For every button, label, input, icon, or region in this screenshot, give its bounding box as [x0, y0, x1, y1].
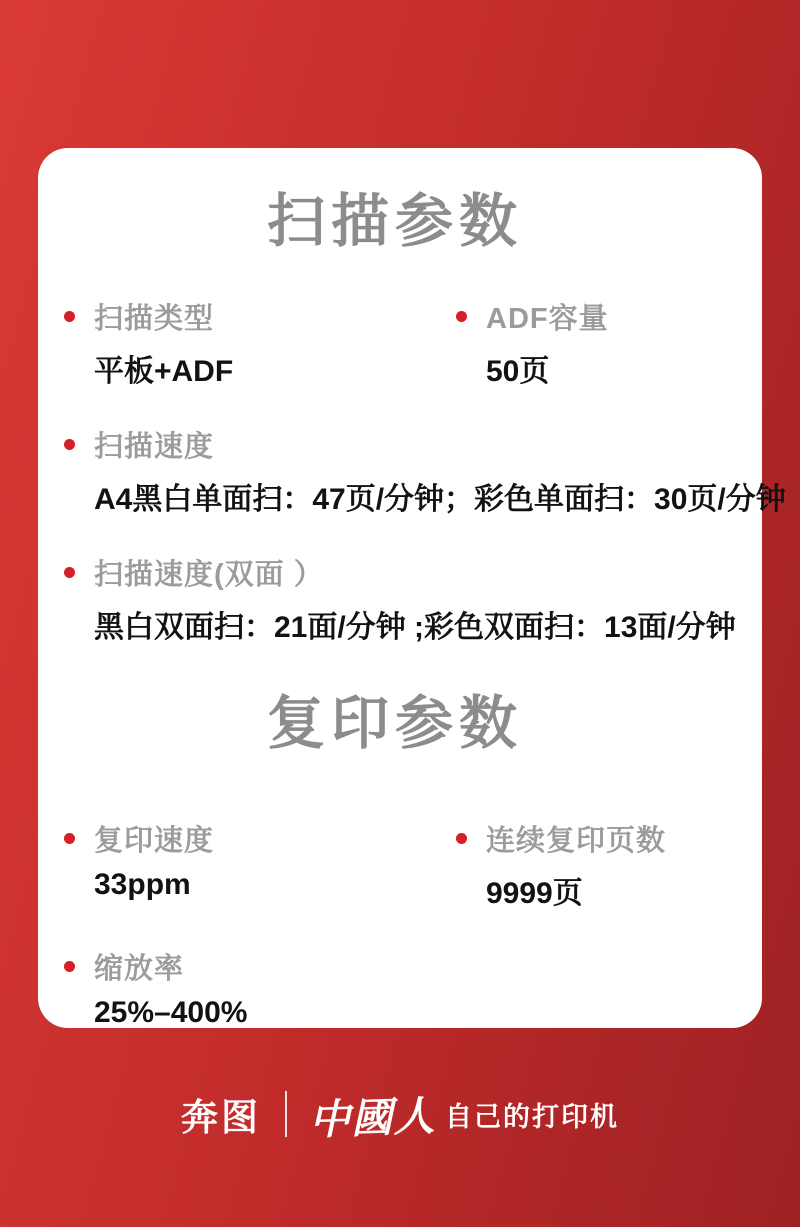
spec-item-copy-speed: [38, 818, 430, 912]
spec-label-line: [38, 296, 430, 337]
bullet-icon: [456, 833, 467, 844]
spec-label-line: [38, 818, 430, 859]
bullet-icon: [64, 439, 75, 450]
spec-row-scan-speed-duplex: [38, 552, 752, 646]
spec-label: 缩放率: [94, 953, 185, 985]
spec-label-line: [38, 552, 752, 593]
spec-value: 9999页: [486, 877, 583, 910]
spec-label: 复印速度: [94, 825, 215, 857]
spec-value: 50页: [486, 355, 550, 388]
spec-item-continuous-copy-pages: [430, 818, 752, 912]
spec-item-zoom-ratio: [38, 946, 752, 1030]
spec-label-line: [430, 818, 752, 859]
slogan-script-text: 中國人: [308, 1092, 436, 1143]
slogan-text: 自己的打印机: [445, 1101, 619, 1132]
bullet-icon: [456, 311, 467, 322]
spec-label-line: [430, 296, 752, 337]
spec-item-scan-type: [38, 296, 430, 390]
spec-label: ADF容量: [486, 303, 609, 335]
bullet-icon: [64, 833, 75, 844]
spec-row-scan-speed: [38, 424, 786, 518]
spec-item-adf-capacity: [430, 296, 752, 390]
spec-row-zoom-ratio: [38, 946, 752, 1030]
spec-value: 平板+ADF: [94, 355, 234, 388]
spec-value: 33ppm: [94, 868, 191, 901]
spec-item-scan-speed: [38, 424, 786, 518]
spec-row-scan-type-adf: [38, 296, 752, 390]
pantum-logo: 奔图: [181, 1097, 261, 1138]
brand-footer: [0, 1082, 800, 1146]
copy-spec-rows: [38, 818, 752, 1030]
bullet-icon: [64, 961, 75, 972]
spec-label-line: [38, 424, 752, 465]
bullet-icon: [64, 567, 75, 578]
spec-label: 扫描速度(双面 ）: [94, 559, 324, 591]
section-title-copy: 复印参数: [266, 691, 523, 756]
section-title-scan: 扫描参数: [266, 189, 523, 254]
spec-value: 黑白双面扫：21面/分钟 ;彩色双面扫：13面/分钟: [94, 611, 736, 644]
spec-label: 扫描类型: [94, 303, 215, 335]
spec-card: [38, 148, 786, 1029]
scan-spec-rows: [38, 296, 786, 646]
spec-label-line: [38, 946, 752, 987]
spec-label: 扫描速度: [94, 431, 215, 463]
spec-label: 连续复印页数: [486, 825, 667, 857]
spec-item-scan-speed-duplex: [38, 552, 752, 646]
divider: [285, 1091, 287, 1137]
bullet-icon: [64, 311, 75, 322]
spec-value: A4黑白单面扫：47页/分钟；彩色单面扫：30页/分钟: [94, 483, 786, 516]
spec-value: 25%–400%: [94, 996, 248, 1029]
spec-row-copy-speed-pages: [38, 818, 752, 912]
